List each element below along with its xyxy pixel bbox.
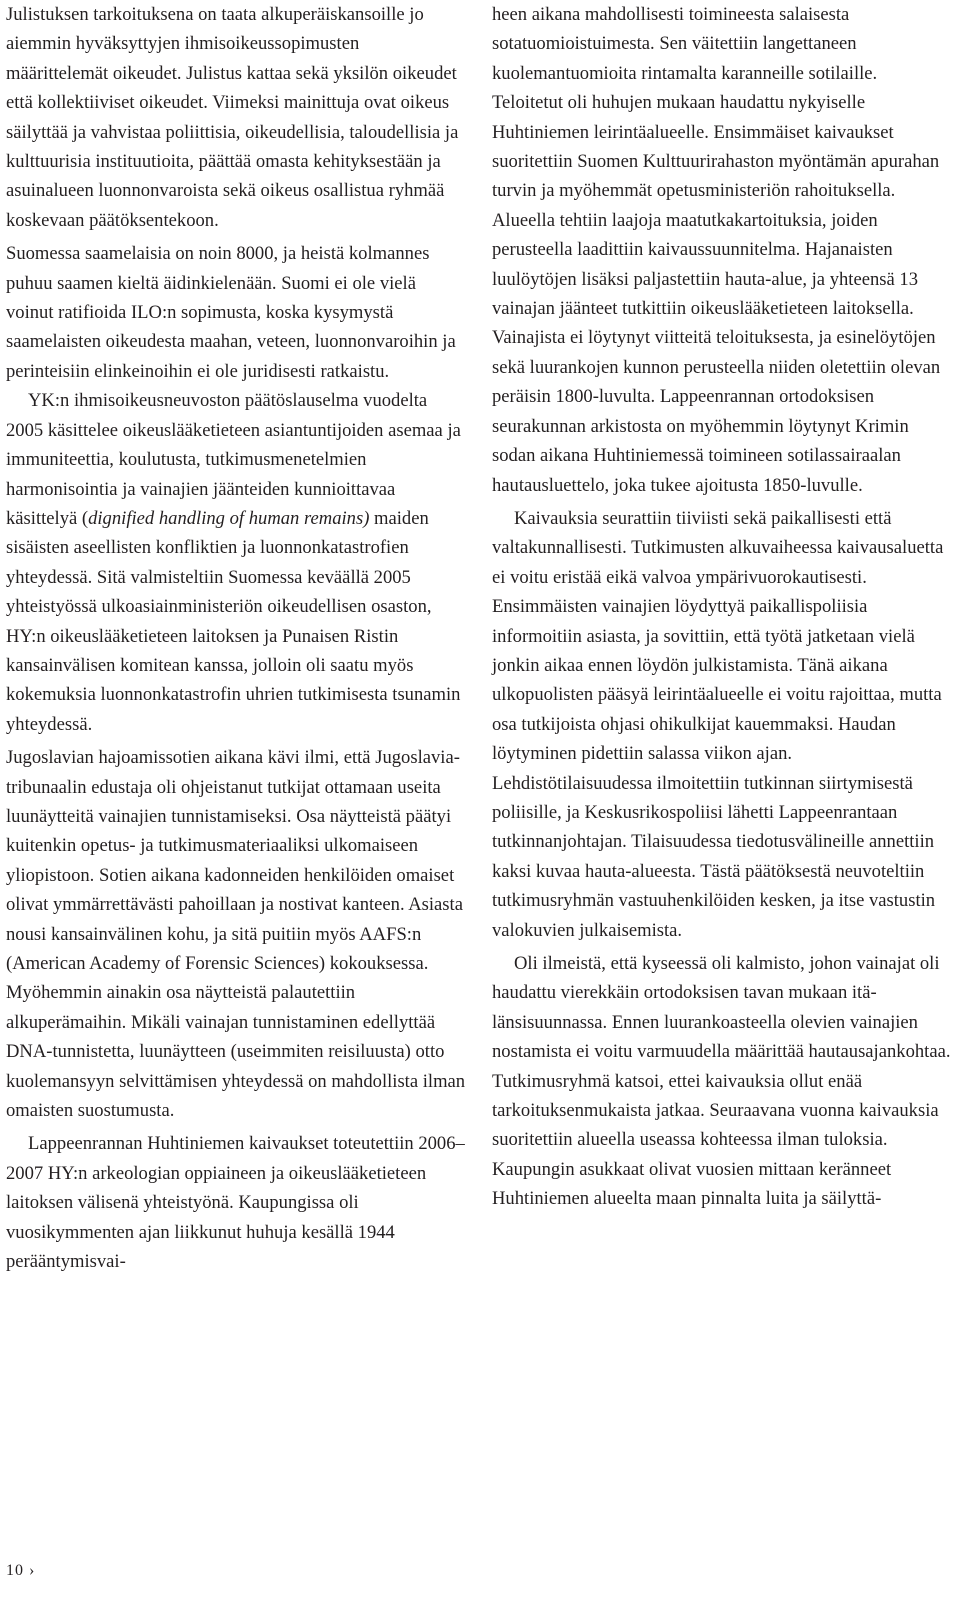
- left-column: [6, 0, 466, 1276]
- paragraph-continuation: heen aikana mahdollisesti toimineesta salaisesta sotatuomioistuimesta. Sen väitettiin langettaneen kuolemantuomioita rintamalta karanneille sotilaille. Teloitetut oli huhujen mukaan haudattu nykyiselle Huhtiniemen leirintäalueelle. Ensimmäiset kaivaukset suoritettiin Suomen Kulttuurirahaston myöntämän apurahan turvin ja myöhemmät opetusministeriön rahoituksella. Alueella tehtiin laajoja maatutkakartoituksia, joiden perusteella laadittiin kaivaussuunnitelma. Hajanaisten luulöytöjen lisäksi paljastettiin hauta-alue, ja yhteensä 13 vainajan jäänteet tutkittiin oikeuslääketieteen laitoksella. Vainajista ei löytynyt viitteitä teloituksesta, ja esinelöytöjen sekä luurankojen kunnon perusteella niiden oletettiin olevan peräisin 1800-luvulta. Lappeenrannan ortodoksisen seurakunnan arkistosta on myöhemmin löytynyt Krimin sodan aikana Huhtiniemessä toimineen sotilassairaalan hautausluettelo, joka tukee ajoitusta 1850-luvulle.: [492, 4, 941, 496]
- paragraph-huhtiniemi: Lappeenrannan Huhtiniemen kaivaukset toteutettiin 2006–2007 HY:n arkeologian oppiaineen ja oikeuslääketieteen laitoksen välisenä yhteistyönä. Kaupungissa oli vuosikymmenten ajan liikkunut huhuja kesällä 1944 perääntymisvai-: [6, 1133, 465, 1273]
- page-footer: [6, 1562, 35, 1580]
- paragraph-declaration: Julistuksen tarkoituksena on taata alkuperäiskansoille jo aiemmin hyväksyttyjen ihmisoikeussopimusten määrittelemät oikeudet. Julistus kattaa sekä yksilön oikeudet että kollektiiviset oikeudet. Viimeksi mainittuja ovat oikeus säilyttää ja vahvistaa poliittisia, oikeudellisia, taloudellisia ja kulttuurisia instituutioita, päättää omasta kehityksestään ja asuinalueen luonnonvaroista sekä oikeus osallistua ryhmää koskevaan päätöksentekoon.: [6, 4, 459, 231]
- paragraph-un-resolution: YK:n ihmisoikeusneuvoston päätöslauselma vuodelta 2005 käsittelee oikeuslääketieteen asiantuntijoiden asemaa ja immuniteettia, koulutusta, tutkimusmenetelmien harmonisointia ja vainajien jäänteiden kunnioittavaa käsittelyä (dignified handling of human remains) maiden sisäisten aseellisten konfliktien ja luonnonkatastrofien yhteydessä. Sitä valmisteltiin Suomessa keväällä 2005 yhteistyössä ulkoasiainministeriön oikeudellisen osaston, HY:n oikeuslääketieteen laitoksen ja Punaisen Ristin kansainvälisen komitean kanssa, jolloin oli saatu myös kokemuksia luonnonkatastrofin uhrien tutkimisesta tsunamin yhteydessä.: [6, 390, 461, 735]
- paragraph-monitoring: Kaivauksia seurattiin tiiviisti sekä paikallisesti että valtakunnallisesti. Tutkimusten alkuvaiheessa kaivausaluetta ei voitu eristää eikä valvoa ympärivuorokautisesti. Ensimmäisten vainajien löydyttyä paikallispoliisia informoitiin asiasta, ja sovittiin, että työtä jatketaan vielä jonkin aikaa ennen löydön julkistamista. Tänä aikana ulkopuolisten pääsyä leirintäalueelle ei voitu rajoittaa, mutta osa tutkijoista ohjasi ohikulkijat kauemmaksi. Haudan löytyminen pidettiin salassa viikon ajan. Lehdistötilaisuudessa ilmoitettiin tutkinnan siirtymisestä poliisille, ja Keskusrikospoliisi lähetti Lappeenrantaan tutkinnanjohtajan. Tilaisuudessa tiedotusvälineille annettiin kaksi kuvaa hauta-alueesta. Tästä päätöksestä neuvoteltiin tutkimusryhmän vastuuhenkilöiden kesken, ja itse vastustin valokuvien julkaisemista.: [492, 507, 944, 941]
- paragraph-cemetery: Oli ilmeistä, että kyseessä oli kalmisto, johon vainajat oli haudattu vierekkäin ortodoksisen tavan mukaan itä-länsisuunnassa. Ennen luurankoasteella olevien vainajien nostamista ei voitu varmuudella määrittää hautausajankohtaa. Tutkimusryhmä katsoi, ettei kaivauksia ollut enää tarkoituksenmukaista jatkaa. Seuraavana vuonna kaivauksia suoritettiin alueella useassa kohteessa ilman tuloksia. Kaupungin asukkaat olivat vuosien mittaan keränneet Huhtiniemen alueelta maan pinnalta luita ja säilyttä-: [492, 953, 951, 1210]
- right-column: [492, 0, 952, 1214]
- paragraph-saami: Suomessa saamelaisia on noin 8000, ja heistä kolmannes puhuu saamen kieltä äidinkielenään. Suomi ei ole vielä voinut ratifioida ILO:n sopimusta, koska kysymystä saamelaisten oikeudesta maahan, veteen, luonnonvaroihin ja perinteisiin elinkeinoihin ei ole juridisesti ratkaistu.: [6, 243, 456, 382]
- page-number: 10: [6, 1562, 24, 1579]
- paragraph-yugoslavia: Jugoslavian hajoamissotien aikana kävi ilmi, että Jugoslavia-tribunaalin edustaja oli ohjeistanut tutkijat ottamaan useita luunäytteitä vainajien tunnistamiseksi. Osa näytteistä päätyi kuitenkin opetus- ja tutkimusmateriaaliksi ulkomaiseen yliopistoon. Sotien aikana kadonneiden henkilöiden omaiset olivat ymmärrettävästi pahoillaan ja nostivat kanteen. Asiasta nousi kansainvälinen kohu, ja sitä puitiin myös AAFS:n (American Academy of Forensic Sciences) kokouksessa. Myöhemmin ainakin osa näytteistä palautettiin alkuperämaihin. Mikäli vainajan tunnistaminen edellyttää DNA-tunnistetta, luunäytteen (useimmiten reisiluusta) otto kuolemansyyn selvittämisen yhteydessä on mahdollista ilman omaisten suostumusta.: [6, 747, 466, 1122]
- page-arrow-icon: ›: [29, 1562, 36, 1579]
- italic-phrase: dignified handling of human remains): [88, 507, 370, 529]
